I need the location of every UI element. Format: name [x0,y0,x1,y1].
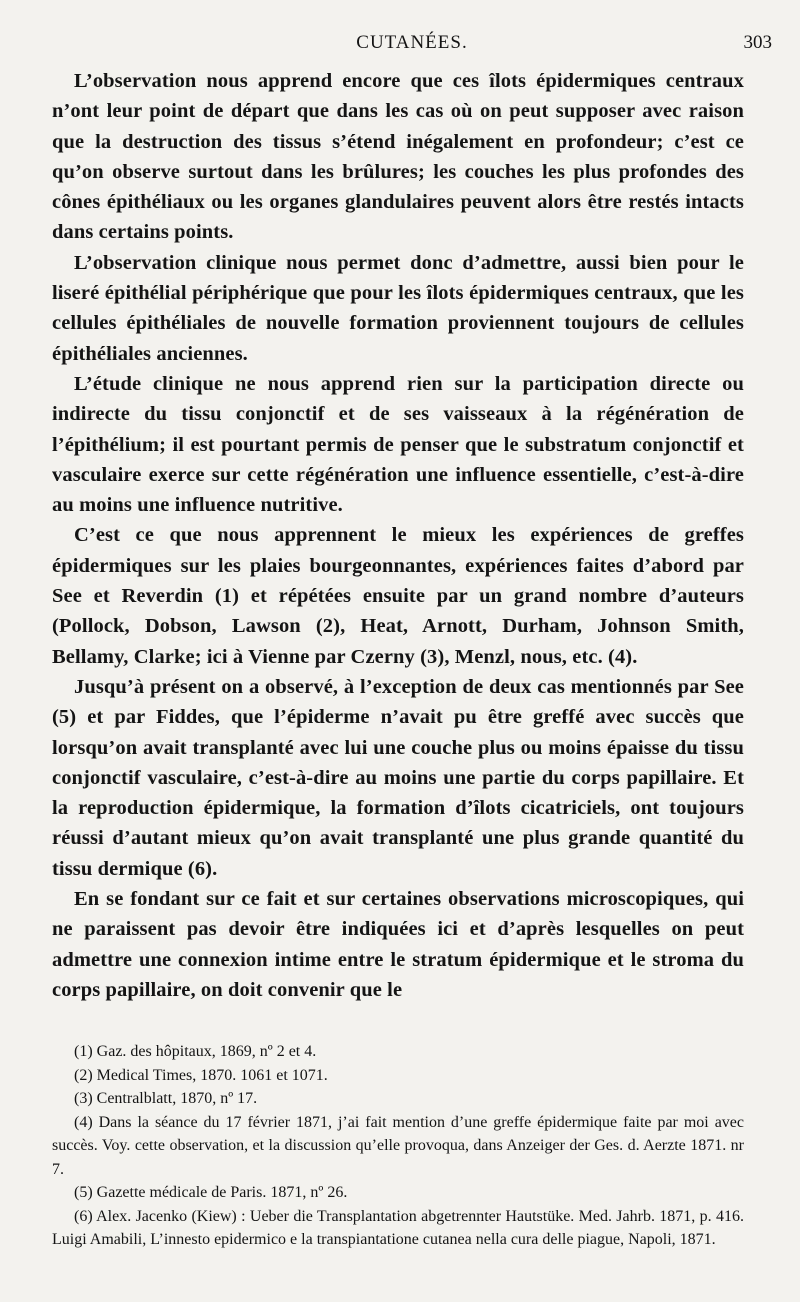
footnote: (3) Centralblatt, 1870, nº 17. [74,1090,258,1107]
paragraph: Jusqu’à présent on a observé, à l’exception de deux cas mentionnés par See (5) et par Fiddes, que l’épiderme n’avait pu être greffé avec succès que lorsqu’on avait transplanté avec lui une couche plus ou moins épaisse du tissu conjonctif vasculaire, c’est-à-dire au moins une partie du corps papillaire. Et la reproduction épidermique, la formation d’îlots cicatriciels, ont toujours réussi d’autant mieux qu’on avait transplanté une plus grande quantité du tissu dermique (6). [52,675,744,880]
footnote: (1) Gaz. des hôpitaux, 1869, nº 2 et 4. [74,1043,317,1060]
footnote: (6) Alex. Jacenko (Kiew) : Ueber die Transplantation abgetrennter Hautstüke. Med. Jahrb. 1871, p. 416. Luigi Amabili, L’innesto epidermico e la transpiantatione cutanea nella cura delle piague, Napoli, 1871. [52,1207,744,1248]
paragraph: L’observation nous apprend encore que ces îlots épidermiques centraux n’ont leur point de départ que dans les cas où on peut supposer avec raison que la destruction des tissus s’étend inégalement en profondeur; c’est ce qu’on observe surtout dans les brûlures; les couches les plus profondes des cônes épithéliaux ou les organes glandulaires peuvent alors être restés intacts dans certains points. [52,70,744,244]
paragraph: L’observation clinique nous permet donc d’admettre, aussi bien pour le liseré épithélial périphérique que pour les îlots épidermiques centraux, que les cellules épithéliales de nouvelle formation proviennent toujours de cellules épithéliales anciennes. [52,251,744,365]
running-title: CUTANÉES. [356,32,468,53]
paragraph: C’est ce que nous apprennent le mieux les expériences de greffes épidermiques sur les plaies bourgeonnantes, expériences faites d’abord par See et Reverdin (1) et répétées ensuite par un grand nombre d’auteurs (Pollock, Dobson, Lawson (2), Heat, Arnott, Durham, Johnson Smith, Bellamy, Clarke; ici à Vienne par Czerny (3), Menzl, nous, etc. (4). [52,524,744,668]
footnotes [52,1040,744,1252]
paragraph: En se fondant sur ce fait et sur certaines observations microscopiques, qui ne paraissent pas devoir être indiquées ici et d’après lesquelles on peut admettre une connexion intime entre le stratum épidermique et le stroma du corps papillaire, on doit convenir que le [52,888,744,1001]
footnote: (5) Gazette médicale de Paris. 1871, nº 26. [74,1184,348,1201]
paragraph: L’étude clinique ne nous apprend rien sur la participation directe ou indirecte du tissu conjonctif et de ses vaisseaux à la régénération de l’épithélium; il est pourtant permis de penser que le substratum conjonctif et vasculaire exerce sur cette régénération une influence essentielle, c’est-à-dire au moins une influence nutritive. [52,372,744,517]
main-text [52,66,744,1005]
footnote: (4) Dans la séance du 17 février 1871, j’ai fait mention d’une greffe épidermique faite par moi avec succès. Voy. cette observation, et la discussion qu’elle provoqua, dans Anzeiger der Ges. d. Aerzte 1871. nr 7. [52,1113,744,1178]
page-number: 303 [743,32,772,53]
footnote: (2) Medical Times, 1870. 1061 et 1071. [74,1066,328,1084]
running-header [52,32,772,60]
